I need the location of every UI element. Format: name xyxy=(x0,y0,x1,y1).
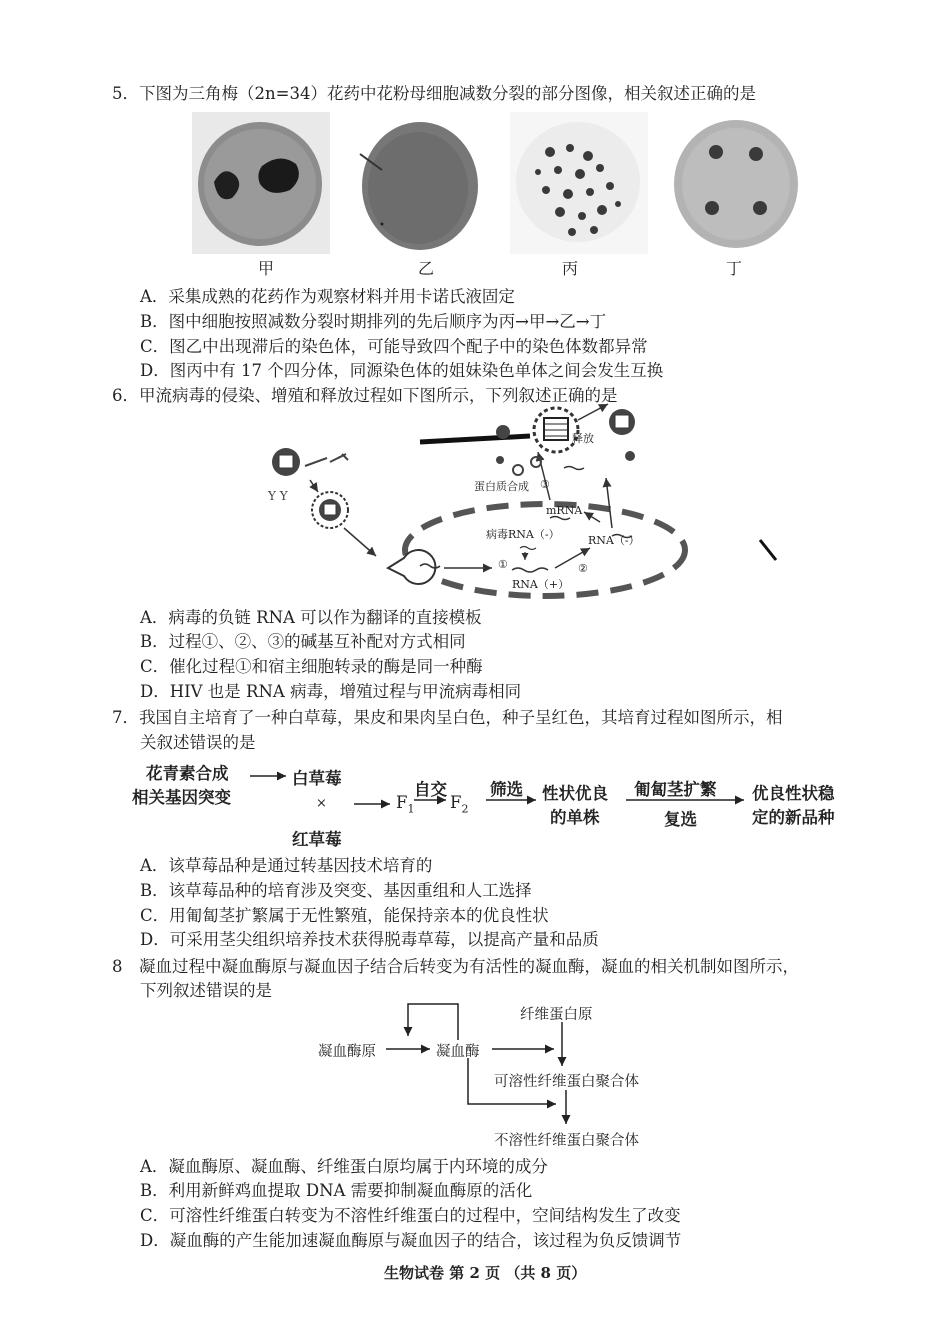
q6-option-d: D．HIV 也是 RNA 病毒，增殖过程与甲流病毒相同 xyxy=(140,682,522,701)
q8-fibrinogen: 纤维蛋白原 xyxy=(520,1007,593,1023)
q6-option-b: B．过程①、②、③的碱基互补配对方式相同 xyxy=(140,632,466,651)
q5-option-b: B．图中细胞按照减数分裂时期排列的先后顺序为丙→甲→乙→丁 xyxy=(140,312,607,331)
q7-option-a: A．该草莓品种是通过转基因技术培育的 xyxy=(140,856,433,875)
q6-option-a: A．病毒的负链 RNA 可以作为翻译的直接模板 xyxy=(140,608,482,627)
q7-stem-line1: 7．我国自主培育了一种白草莓，果皮和果肉呈白色，种子呈红色，其培育过程如图所示，相 xyxy=(112,708,783,727)
q7-selfing: 自交 xyxy=(414,780,447,799)
q5-option-c: C．图乙中出现滞后的染色体，可能导致四个配子中的染色体数都异常 xyxy=(140,337,648,356)
label-jia: 甲 xyxy=(258,259,275,278)
q7-red-strawberry: 红草莓 xyxy=(292,830,342,849)
q8-option-a: A．凝血酶原、凝血酶、纤维蛋白原均属于内环境的成分 xyxy=(140,1157,548,1176)
q7-option-c: C．用匍匐茎扩繁属于无性繁殖，能保持亲本的优良性状 xyxy=(140,906,549,925)
q7-mutation-line1: 花青素合成 xyxy=(146,764,229,783)
label-mrna: mRNA xyxy=(546,504,583,517)
q7-option-b: B．该草莓品种的培育涉及突变、基因重组和人工选择 xyxy=(140,881,532,900)
label-bing: 丙 xyxy=(562,259,579,278)
q5-option-d: D．图丙中有 17 个四分体，同源染色体的姐妹染色单体之间会发生互换 xyxy=(140,361,664,380)
svg-text:Y Y: Y Y xyxy=(268,489,288,503)
q7-superior-line2: 的单株 xyxy=(550,808,600,827)
q7-final-line1: 优良性状稳 xyxy=(752,784,835,803)
q8-stem-line2: 下列叙述错误的是 xyxy=(140,981,272,1000)
q8-stem-line1: 8 凝血过程中凝血酶原与凝血因子结合后转变为有活性的凝血酶，凝血的相关机制如图所示， xyxy=(112,957,799,976)
label-step2: ② xyxy=(578,562,588,575)
q7-f1: $F_1$ xyxy=(396,793,415,816)
label-virus-rna-neg: 病毒RNA（-） xyxy=(486,528,560,541)
q7-option-d: D．可采用茎尖组织培养技术获得脱毒草莓，以提高产量和品质 xyxy=(140,930,599,949)
label-release: 释放 xyxy=(572,432,594,445)
label-ding: 丁 xyxy=(726,259,743,278)
q7-final-line2: 定的新品种 xyxy=(752,808,835,827)
page-footer: 生物试卷 第 2 页 （共 8 页） xyxy=(384,1264,587,1282)
q7-stem-line2: 关叙述错误的是 xyxy=(140,733,256,752)
label-yi: 乙 xyxy=(418,259,435,278)
q7-reselect: 复选 xyxy=(664,810,697,829)
q6-stem: 6．甲流病毒的侵染、增殖和释放过程如下图所示，下列叙述正确的是 xyxy=(112,386,618,405)
q8-option-c: C．可溶性纤维蛋白转变为不溶性纤维蛋白的过程中，空间结构发生了改变 xyxy=(140,1206,681,1225)
q5-stem: 5．下图为三角梅（2n=34）花药中花粉母细胞减数分裂的部分图像，相关叙述正确的是 xyxy=(112,84,756,103)
q7-screen: 筛选 xyxy=(490,780,523,799)
q7-mutation-line2: 相关基因突变 xyxy=(132,788,231,807)
label-rna-pos: RNA（+） xyxy=(512,578,570,591)
q8-thrombin: 凝血酶 xyxy=(436,1044,480,1060)
label-step1: ① xyxy=(498,558,508,571)
q5-option-a: A．采集成熟的花药作为观察材料并用卡诺氏液固定 xyxy=(140,287,515,306)
q7-f2: $F_2$ xyxy=(450,793,469,816)
q8-soluble-polymer: 可溶性纤维蛋白聚合体 xyxy=(494,1074,639,1090)
q8-option-b: B．利用新鲜鸡血提取 DNA 需要抑制凝血酶原的活化 xyxy=(140,1181,533,1200)
q7-superior-line1: 性状优良 xyxy=(542,784,608,803)
label-step3: ③ xyxy=(540,478,550,491)
label-protein-synthesis: 蛋白质合成 xyxy=(474,480,529,493)
q7-stolon: 匍匐茎扩繁 xyxy=(634,780,717,799)
q7-white-strawberry: 白草莓 xyxy=(292,769,342,788)
q8-prothrombin: 凝血酶原 xyxy=(318,1044,376,1060)
q8-insoluble-polymer: 不溶性纤维蛋白聚合体 xyxy=(494,1133,639,1149)
label-rna-neg: RNA（-） xyxy=(588,534,640,547)
q7-cross: × xyxy=(316,796,327,811)
q8-option-d: D．凝血酶的产生能加速凝血酶原与凝血因子的结合，该过程为负反馈调节 xyxy=(140,1231,682,1250)
q6-option-c: C．催化过程①和宿主细胞转录的酶是同一种酶 xyxy=(140,657,483,676)
